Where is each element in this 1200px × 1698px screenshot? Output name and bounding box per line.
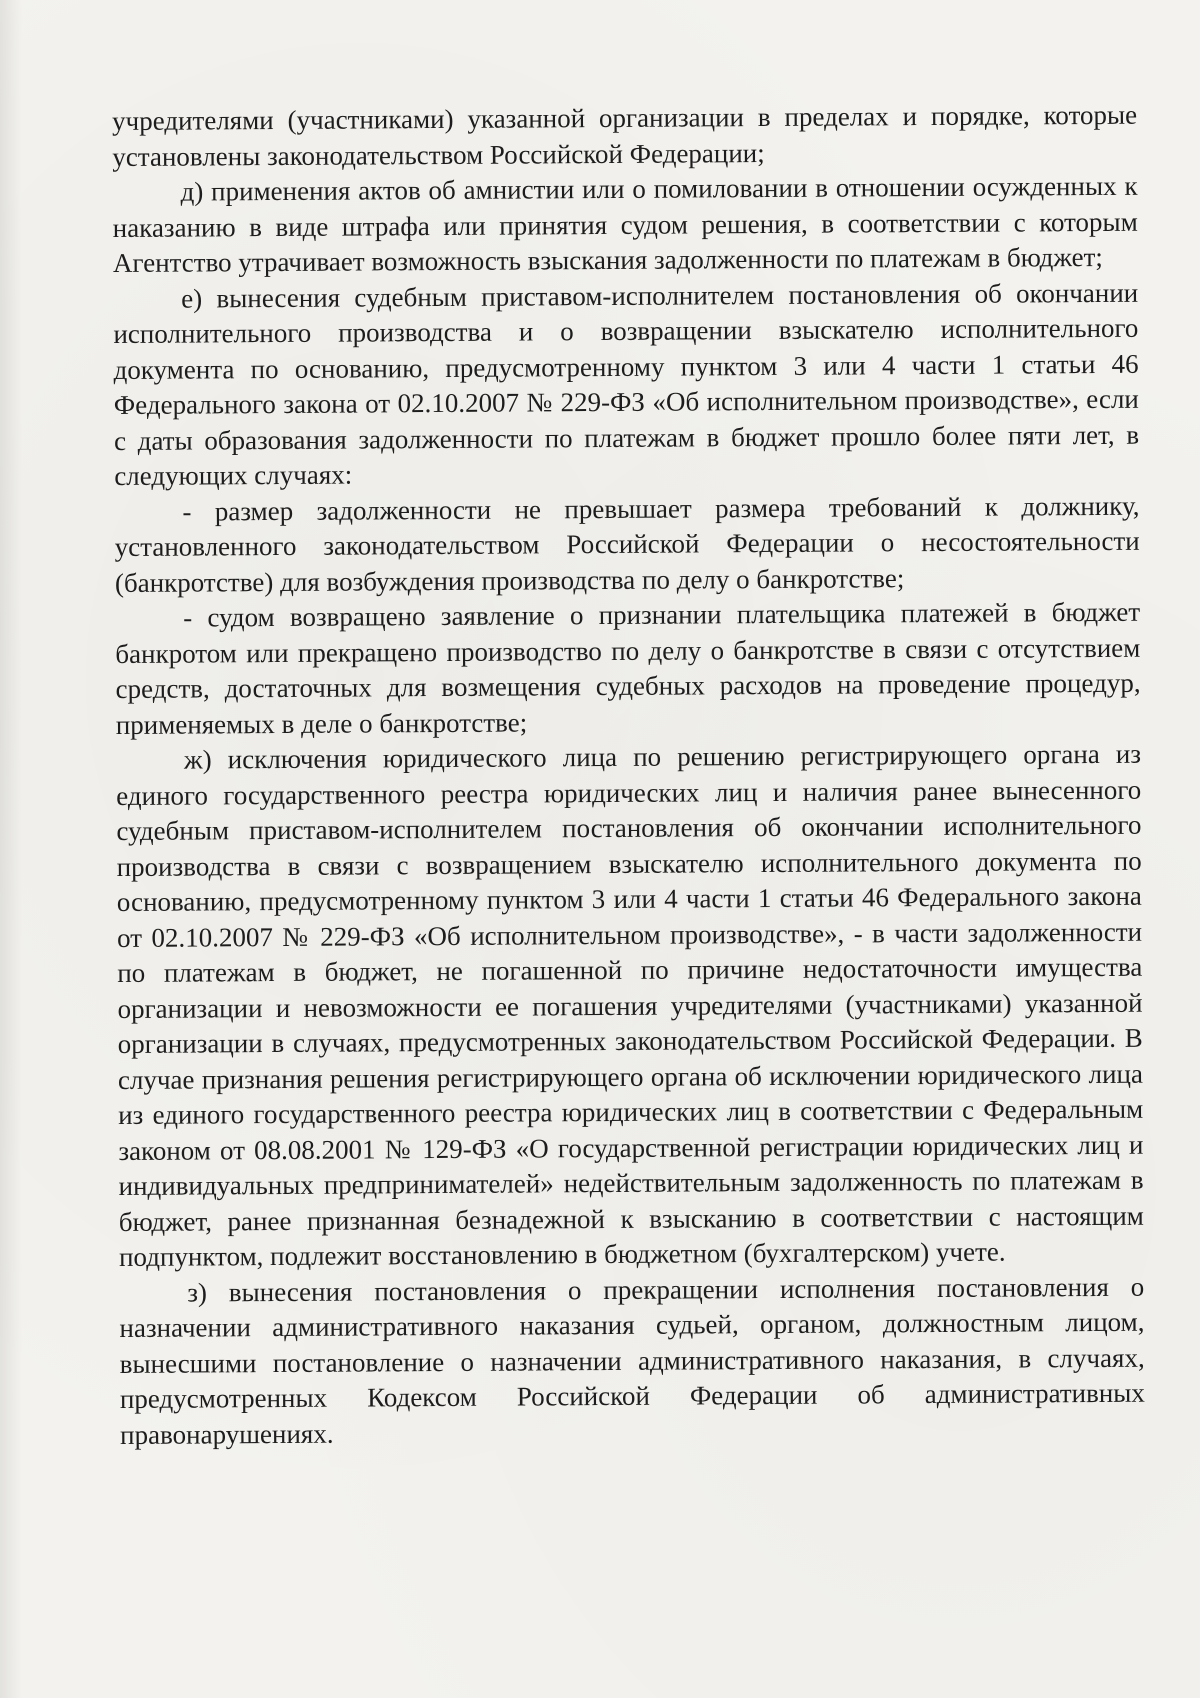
paragraph-continuation: учредителями (участниками) указанной организации в пределах и порядке, которые установлены законодательством Российской Федерации; bbox=[112, 99, 1138, 172]
scan-shadow-edge bbox=[0, 0, 22, 1698]
paragraph-e: е) вынесения судебным приставом-исполнителем постановления об окончании исполнительного производства и о возвращении взыскателю исполнительного документа по основанию, предусмотренному пунктом 3 или 4 части 1 статьи 46 Федерального закона от 02.10.2007 № 229-ФЗ «Об исполнительном производстве», если с даты образования задолженности по платежам в бюджет прошло более пяти лет, в следующих случаях: bbox=[113, 277, 1140, 491]
document-body bbox=[112, 98, 1145, 1453]
paragraph-z: з) вынесения постановления о прекращении исполнения постановления о назначении административного наказания судьей, органом, должностным лицом, вынесшими постановление о назначении административного наказания, в случаях, предусмотренных Кодексом Российской Федерации об административных правонарушениях. bbox=[119, 1271, 1145, 1450]
paragraph-e-dash-2: - судом возвращено заявление о признании плательщика платежей в бюджет банкротом или прекращено производство по делу о банкротстве в связи с отсутствием средств, достаточных для возмещения судебных расходов на проведение процедур, применяемых в деле о банкротстве; bbox=[115, 596, 1141, 740]
paragraph-d: д) применения актов об амнистии или о помиловании в отношении осужденных к наказанию в виде штрафа или принятия судом решения, в соответствии с которым Агентство утрачивает возможность взыскания задолженности по платежам в бюджет; bbox=[112, 170, 1138, 278]
paragraph-e-dash-1: - размер задолженности не превышает размера требований к должнику, установленного законодательством Российской Федерации о несостоятельности (банкротстве) для возбуждения производства по делу о банкротстве; bbox=[114, 490, 1140, 598]
paragraph-zh: ж) исключения юридического лица по решению регистрирующего органа из единого государственного реестра юридических лиц и наличия ранее вынесенного судебным приставом-исполнителем постановления об окончании исполнительного производства в связи с возвращением взыскателю исполнительного документа по основанию, предусмотренному пунктом 3 или 4 части 1 статьи 46 Федерального закона от 02.10.2007 № 229-ФЗ «Об исполнительном производстве», - в части задолженности по платежам в бюджет, не погашенной по причине недостаточности имущества организации и невозможности ее погашения учредителями (участниками) указанной организации в случаях, предусмотренных законодательством Российской Федерации. В случае признания решения регистрирующего органа об исключении юридического лица из единого государственного реестра юридических лиц в соответствии с Федеральным законом от 08.08.2001 № 129-ФЗ «О государственной регистрации юридических лиц и индивидуальных предпринимателей» недействительным задолженность по платежам в бюджет, ранее признанная безнадежной к взысканию в соответствии с настоящим подпунктом, подлежит восстановлению в бюджетном (бухгалтерском) учете. bbox=[116, 738, 1144, 1272]
